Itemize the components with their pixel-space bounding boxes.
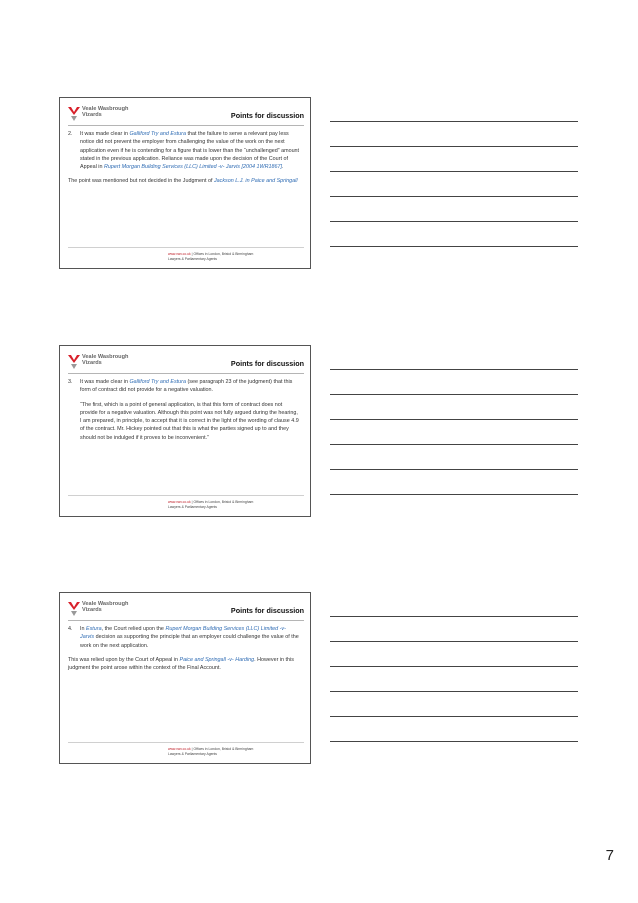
item-text: In <box>80 626 86 632</box>
item-number: 4. <box>68 626 73 632</box>
note-line <box>330 444 578 445</box>
note-line <box>330 469 578 470</box>
note-line <box>330 221 578 222</box>
slide-1 <box>59 97 311 269</box>
slide-footer <box>168 252 253 262</box>
logo-line-1: Veale Wasbrough <box>82 106 129 112</box>
slide-title: Points for discussion <box>230 606 304 615</box>
logo <box>68 601 138 619</box>
footer-offices: | Offices in London, Bristol & Birmingham <box>190 252 254 256</box>
note-line <box>330 394 578 395</box>
paragraph <box>68 177 300 185</box>
note-line <box>330 196 578 197</box>
note-line <box>330 494 578 495</box>
paragraph <box>68 656 300 673</box>
note-line <box>330 666 578 667</box>
slide-footer <box>168 500 253 510</box>
slide-2 <box>59 345 311 517</box>
footer-divider <box>68 495 304 496</box>
footer-tagline: Lawyers & Parliamentary Agents <box>168 505 217 509</box>
note-line <box>330 716 578 717</box>
title-divider <box>68 125 304 126</box>
slide-title: Points for discussion <box>230 111 304 120</box>
footer-offices: | Offices in London, Bristol & Birmingham <box>190 747 254 751</box>
logo-mark-icon <box>68 355 80 369</box>
case-citation: Jackson L.J. in Paice and Springall <box>213 178 298 185</box>
title-divider <box>68 373 304 374</box>
logo-mark-icon <box>68 602 80 616</box>
logo-line-1: Veale Wasbrough <box>82 601 129 607</box>
item-text: (see paragraph 23 of the judgment) that this form of contract did not provide for a negative valuation. <box>80 379 293 394</box>
slide-body <box>68 625 300 672</box>
slide-3 <box>59 592 311 764</box>
paragraph-text: . However in this judgment the point arose within the context of the Final Account. <box>68 656 294 672</box>
logo-line-2: Vizards <box>82 360 102 367</box>
case-citation: Rupert Morgan Building Services (LLC) Limited -v- Jarvis [2004 1WR1867] <box>103 164 282 171</box>
logo-line-2: Vizards <box>82 607 102 614</box>
note-line <box>330 419 578 420</box>
note-line <box>330 246 578 247</box>
slide-footer <box>168 747 253 757</box>
item-number: 2. <box>68 131 73 137</box>
logo-line-2: Vizards <box>82 112 102 119</box>
item-text: . <box>281 164 284 171</box>
note-line <box>330 369 578 370</box>
note-line <box>330 121 578 122</box>
paragraph-text: This was relied upon by the Court of Appeal in <box>68 656 180 663</box>
case-citation: Galliford Try and Estura <box>129 379 186 385</box>
logo-line-1: Veale Wasbrough <box>82 354 129 360</box>
note-line <box>330 616 578 617</box>
footer-divider <box>68 742 304 743</box>
paragraph-text: The point was mentioned but not decided in the Judgment of <box>68 178 214 185</box>
note-line <box>330 691 578 692</box>
list-item <box>68 130 300 171</box>
item-text: It was made clear in <box>80 379 130 385</box>
footer-url: www.vwv.co.uk <box>168 747 191 751</box>
note-line <box>330 171 578 172</box>
footer-tagline: Lawyers & Parliamentary Agents <box>168 257 217 261</box>
footer-url: www.vwv.co.uk <box>168 500 191 504</box>
logo-mark-icon <box>68 107 80 121</box>
note-line <box>330 146 578 147</box>
list-item <box>68 378 300 395</box>
list-item <box>68 625 300 650</box>
item-text: decision as supporting the principle that an employer could challenge the value of the work on the next application. <box>80 634 299 649</box>
slide-body <box>68 130 300 186</box>
case-citation: Galliford Try and Estura <box>129 131 186 137</box>
case-citation: Estura <box>86 626 102 632</box>
footer-tagline: Lawyers & Parliamentary Agents <box>168 752 217 756</box>
footer-offices: | Offices in London, Bristol & Birmingham <box>190 500 254 504</box>
footer-divider <box>68 247 304 248</box>
footer-url: www.vwv.co.uk <box>168 252 191 256</box>
slide-title: Points for discussion <box>230 359 304 368</box>
note-line <box>330 641 578 642</box>
case-citation: Rupert Morgan Building Services (LLC) Limited -v- Jarvis <box>80 626 286 641</box>
slide-body <box>68 378 300 442</box>
item-number: 3. <box>68 379 73 385</box>
item-text: , the Court relied upon the <box>101 626 166 632</box>
quotation: “The first, which is a point of general application, is that this form of contract does not provide for a negative valuation. Although this point was not fully argued during the hearing, I am prepared, in principle, to accept that it is correct in the light of the wording of clause 4.9 of the contract. Mr. Hickey pointed out that this is what the parties signed up to and they should not be indulged if it proves to be inconvenient.” <box>80 401 299 441</box>
item-text: that the failure to serve a relevant pay less notice did not prevent the employer from challenging the value of the work on the next application even if he is contending for a figure that is lower than the “unchallenged” amount stated in the previous application. Reliance was made upon the decision of the Court of Appeal in <box>80 131 300 171</box>
page-number: 7 <box>605 847 614 864</box>
item-text: It was made clear in <box>80 131 130 137</box>
case-citation: Paice and Springall -v- Harding <box>179 656 255 663</box>
logo <box>68 354 138 372</box>
note-line <box>330 741 578 742</box>
title-divider <box>68 620 304 621</box>
logo <box>68 106 138 124</box>
